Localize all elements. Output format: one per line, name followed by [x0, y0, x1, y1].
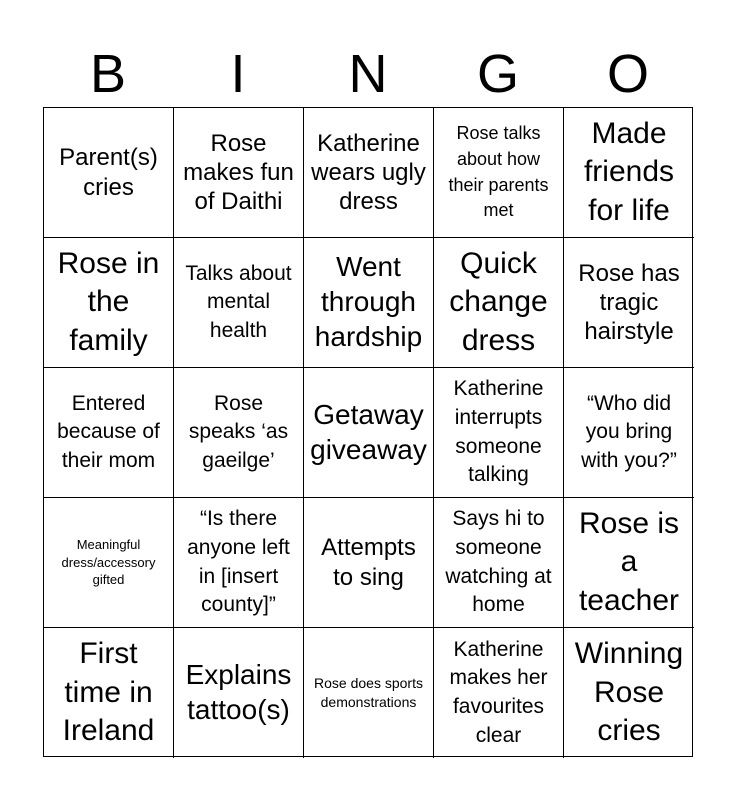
bingo-cell[interactable]: “Is there anyone left in [insert county]”: [174, 498, 304, 628]
bingo-cell[interactable]: Katherine wears ugly dress: [304, 108, 434, 238]
bingo-cell[interactable]: Made friends for life: [564, 108, 694, 238]
bingo-cell[interactable]: Winning Rose cries: [574, 637, 684, 748]
bingo-cell[interactable]: Went through hardship: [304, 238, 434, 368]
bingo-cell[interactable]: “Who did you bring with you?”: [564, 368, 694, 498]
header-letter-b: B: [89, 44, 127, 104]
bingo-cell[interactable]: Meaningful dress/accessory gifted: [44, 498, 174, 628]
bingo-cell[interactable]: Entered because of their mom: [44, 368, 174, 498]
bingo-cell[interactable]: Rose is a teacher: [564, 498, 694, 628]
bingo-cell[interactable]: Says hi to someone watching at home: [434, 498, 564, 628]
bingo-cell[interactable]: Getaway giveaway: [304, 368, 434, 498]
bingo-cell[interactable]: Quick change dress: [434, 238, 564, 368]
bingo-cell[interactable]: First time in Ireland: [44, 628, 174, 758]
header-letter-i: I: [230, 44, 246, 104]
header-letter-n: N: [348, 44, 388, 104]
bingo-cell[interactable]: Katherine interrupts someone talking: [434, 368, 564, 498]
header-letter-o: O: [606, 44, 649, 104]
bingo-cell[interactable]: Rose makes fun of Daithi: [174, 108, 304, 238]
bingo-cell[interactable]: Katherine makes her favourites clear: [434, 628, 564, 758]
bingo-cell[interactable]: Explains tattoo(s): [174, 628, 304, 758]
bingo-grid: [43, 107, 693, 757]
header-letter-g: G: [476, 44, 519, 104]
bingo-cell[interactable]: Parent(s) cries: [44, 108, 174, 238]
bingo-cell[interactable]: Rose speaks ‘as gaeilge’: [174, 368, 304, 498]
bingo-cell[interactable]: Rose has tragic hairstyle: [564, 238, 694, 368]
bingo-cell[interactable]: Rose talks about how their parents met: [434, 108, 564, 238]
bingo-header: [43, 40, 693, 108]
bingo-cell[interactable]: Talks about mental health: [174, 238, 304, 368]
bingo-cell[interactable]: Rose in the family: [44, 238, 174, 368]
bingo-cell[interactable]: Rose does sports demonstrations: [304, 628, 434, 758]
bingo-cell[interactable]: Attempts to sing: [304, 498, 434, 628]
